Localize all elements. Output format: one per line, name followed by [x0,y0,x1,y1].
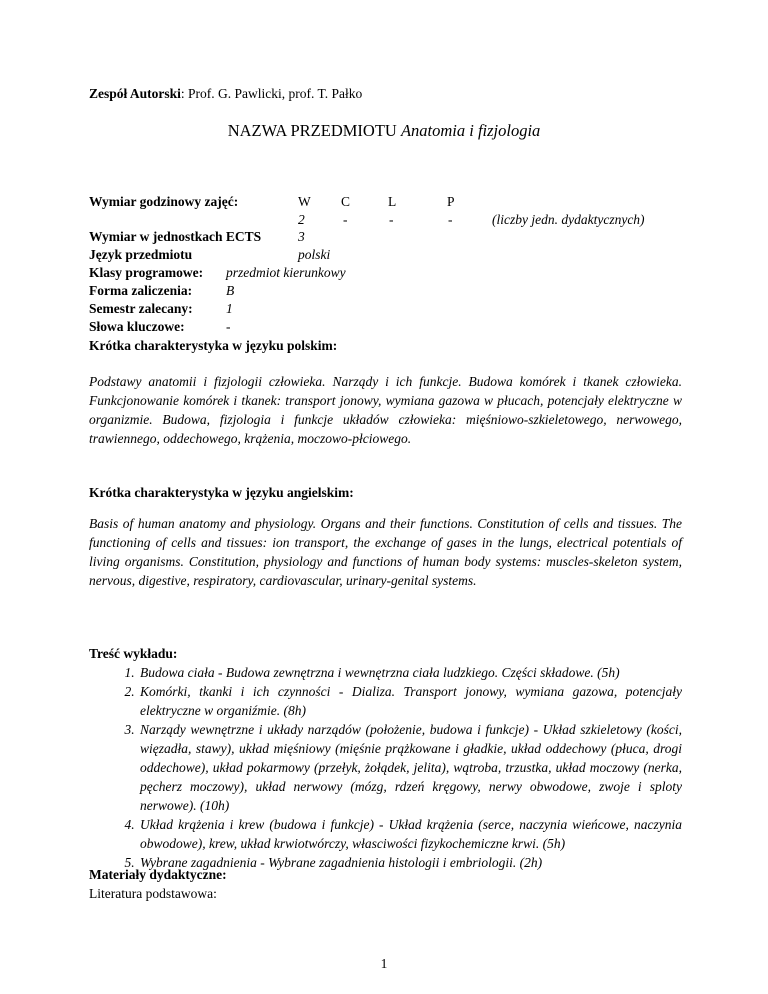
field-keywords-label: Słowa kluczowe: [89,319,185,334]
authors-sep: : [180,86,185,101]
lecture-content-heading: Treść wykładu: [89,646,178,661]
field-assessment-value: B [226,283,235,298]
authors-line [89,85,362,102]
literature-label: Literatura podstawowa: [89,886,217,901]
lecture-item: 1. Budowa ciała - Budowa zewnętrzna i wewnętrzna ciała ludzkiego. Części składowe. (5h) [138,663,682,682]
lecture-item: 3. Narządy wewnętrzne i układy narządów (położenie, budowa i funkcje) - Układ szkieletowy (kości, więzadła, stawy), układ mięśniowy (mięśnie prążkowane i gładkie, układ oddechowy (płuca, drogi oddechowe), układ pokarmowy (przełyk, żołądek, jelita), wątroba, trzustka, układ moczowy (nerka, pęcherz moczowy), układ nerwowy (mózg, rdzeń kręgowy, nerwy obwodowe, zwoje i sploty nerwowe). (10h) [138,720,682,815]
hours-value-w: 2 [298,212,305,227]
pl-description-text: Podstawy anatomii i fizjologii człowieka. Narządy i ich funkcje. Budowa komórek i tkanek człowieka. Funkcjonowanie komórek i tkanek: transport jonowy, wymiana gazowa w płucach, potencjały elektryczne w organizmie. Budowa, fizjologia i funkcje układów człowieka: mięśniowo-szkieletowego, nerwowego, trawiennego, oddechowego, krążenia, moczowo-płciowego. [89,374,682,446]
field-semester-value: 1 [226,301,233,316]
hours-note: (liczby jedn. dydaktycznych) [492,212,645,227]
pl-description-heading: Krótka charakterystyka w języku polskim: [89,338,338,353]
field-assessment-label: Forma zaliczenia: [89,283,193,298]
subject-title [0,121,768,141]
hours-col-p: P [447,194,455,209]
field-ects-label: Wymiar w jednostkach ECTS [89,229,262,244]
lecture-item: 2. Komórki, tkanki i ich czynności - Dializa. Transport jonowy, wymiana gazowa, potencjały elektryczne w organiźmie. (8h) [138,682,682,720]
hours-col-w: W [298,194,311,209]
hours-label: Wymiar godzinowy zajęć: [89,194,239,209]
en-description-text: Basis of human anatomy and physiology. Organs and their functions. Constitution of cells and tissues. The functioning of cells and tissues: ion transport, the exchange of gases in the lungs, electrical potentials of living organisms. Constitution, physiology and functions of human body systems: muscles-skeleton system, nervous, digestive, respiratory, cardiovascular, urinary-genital systems. [89,516,682,588]
hours-col-c: C [341,194,351,209]
materials-heading: Materiały dydaktyczne: [89,867,227,882]
field-semester-label: Semestr zalecany: [89,301,193,316]
hours-value-l: - [389,212,394,227]
authors-value: Prof. G. Pawlicki, prof. T. Pałko [184,86,363,101]
hours-value-c: - [343,212,348,227]
en-description-heading: Krótka charakterystyka w języku angielskim: [89,485,354,500]
hours-col-l: L [388,194,397,209]
lecture-list [89,663,682,872]
subject-title-label: NAZWA PRZEDMIOTU [227,121,397,140]
field-keywords-value: - [226,319,231,334]
subject-name: Anatomia i fizjologia [400,121,541,140]
field-ects-value: 3 [298,229,305,244]
field-language-value: polski [298,247,331,262]
field-language-label: Język przedmiotu [89,247,193,262]
lecture-item: 5. Wybrane zagadnienia - Wybrane zagadnienia histologii i embriologii. (2h) [138,853,682,872]
hours-value-p: - [448,212,453,227]
lecture-item: 4. Układ krążenia i krew (budowa i funkcje) - Układ krążenia (serce, naczynia wieńcowe, naczynia obwodowe), krew, układ krwiotwórczy, własciwości fizykochemiczne krwi. (5h) [138,815,682,853]
authors-label: Zespół Autorski [89,86,181,101]
field-class-value: przedmiot kierunkowy [226,265,346,280]
page-number: 1 [380,956,388,971]
field-class-label: Klasy programowe: [89,265,204,280]
